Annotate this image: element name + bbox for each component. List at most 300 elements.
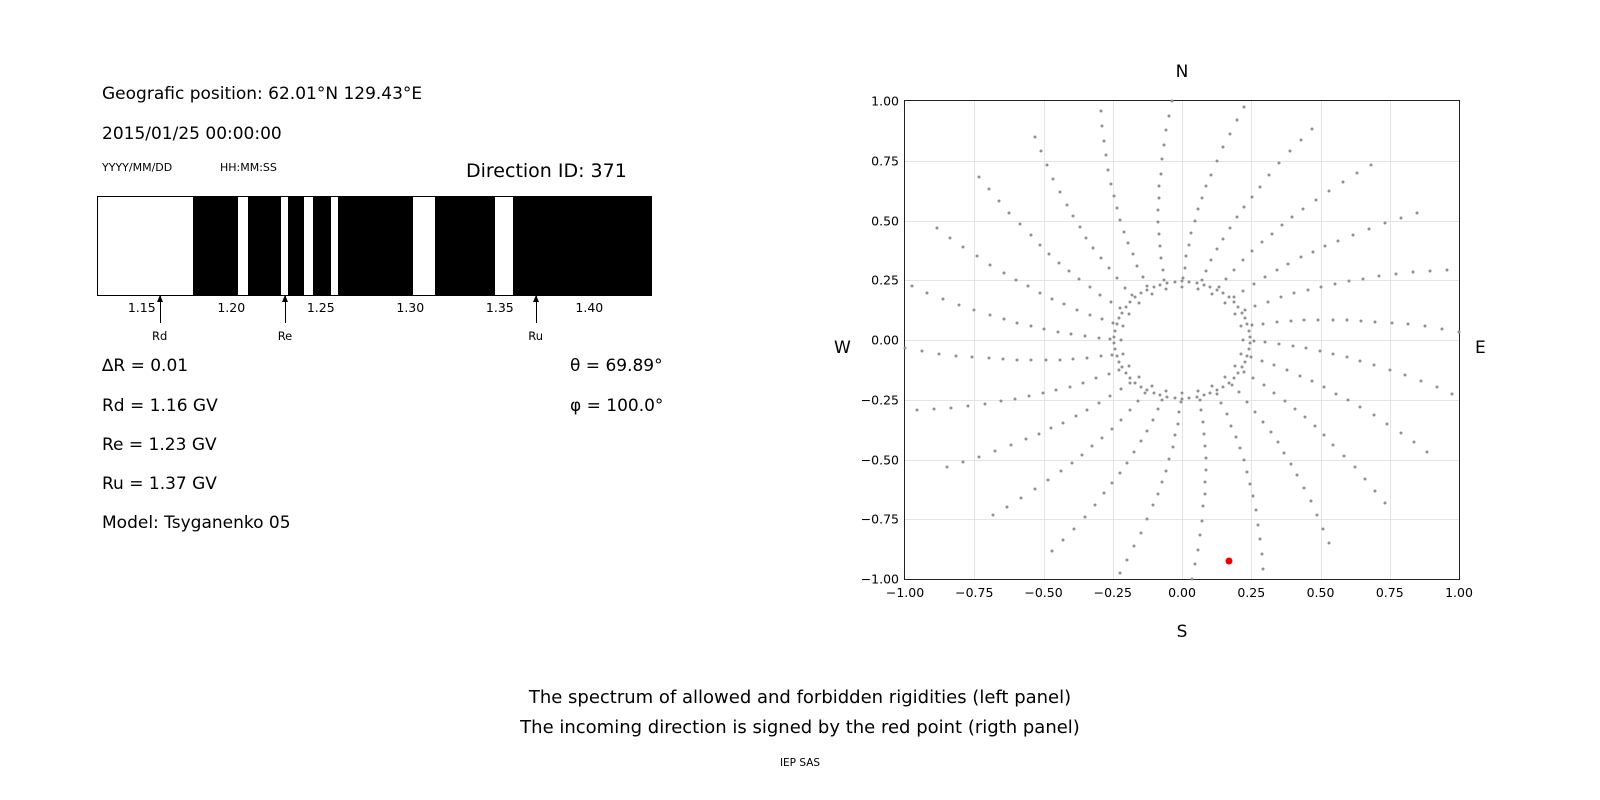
direction-point (1101, 125, 1104, 128)
direction-point (1215, 288, 1218, 291)
direction-point (1374, 489, 1377, 492)
direction-point (973, 308, 976, 311)
direction-point (1181, 280, 1184, 283)
direction-point (1157, 233, 1160, 236)
direction-point (1000, 399, 1003, 402)
direction-point (1048, 252, 1051, 255)
direction-point (989, 263, 992, 266)
direction-point (1353, 466, 1356, 469)
direction-point (1204, 444, 1207, 447)
direction-point (1115, 354, 1118, 357)
direction-point (1144, 392, 1147, 395)
direction-point (1068, 385, 1071, 388)
direction-point (1119, 307, 1122, 310)
direction-point (1298, 374, 1301, 377)
grid-line-horizontal (905, 460, 1459, 461)
direction-point (1346, 399, 1349, 402)
direction-point (1390, 321, 1393, 324)
direction-point (1110, 301, 1113, 304)
param-theta: θ = 69.89° (570, 356, 663, 376)
direction-point (1118, 571, 1121, 574)
direction-point (911, 285, 914, 288)
direction-point (962, 245, 965, 248)
direction-point (1251, 494, 1254, 497)
direction-point (992, 513, 995, 516)
direction-point (1160, 481, 1163, 484)
direction-point (1372, 414, 1375, 417)
direction-point (957, 303, 960, 306)
direction-map-panel (820, 60, 1520, 640)
direction-point (1052, 177, 1055, 180)
direction-point (1182, 276, 1185, 279)
direction-point (1246, 470, 1249, 473)
direction-point (1114, 348, 1117, 351)
direction-point (1372, 364, 1375, 367)
param-model: Model: Tsyganenko 05 (102, 513, 291, 533)
direction-point (1100, 355, 1103, 358)
direction-point (1261, 567, 1264, 570)
direction-point (1188, 397, 1191, 400)
direction-point (1183, 267, 1186, 270)
direction-point (1235, 216, 1238, 219)
direction-point (1188, 280, 1191, 283)
direction-point (1146, 518, 1149, 521)
grid-line-horizontal (905, 340, 1459, 341)
direction-point (1332, 443, 1335, 446)
direction-point (1063, 303, 1066, 306)
direction-point (1126, 461, 1129, 464)
direction-point (962, 460, 965, 463)
direction-point (1204, 270, 1207, 273)
direction-point (1228, 132, 1231, 135)
direction-point (1086, 356, 1089, 359)
direction-point (1305, 347, 1308, 350)
y-tick-label: −0.25 (860, 392, 899, 408)
direction-point (1051, 297, 1054, 300)
param-re: Re = 1.23 GV (102, 435, 217, 455)
direction-point (1198, 399, 1201, 402)
direction-point (1133, 451, 1136, 454)
direction-point (1275, 268, 1278, 271)
direction-point (1161, 398, 1164, 401)
direction-point (1016, 321, 1019, 324)
direction-point (1373, 320, 1376, 323)
direction-point (1341, 180, 1344, 183)
direction-point (1278, 161, 1281, 164)
direction-point (1320, 285, 1323, 288)
direction-point (1258, 185, 1261, 188)
direction-point (1420, 380, 1423, 383)
spectrum-chart (97, 196, 652, 296)
direction-point (1127, 242, 1130, 245)
direction-point (1075, 308, 1078, 311)
direction-point (1139, 440, 1142, 443)
direction-point (1057, 261, 1060, 264)
direction-point (1445, 269, 1448, 272)
direction-point (1097, 336, 1100, 339)
direction-point (946, 465, 949, 468)
direction-point (1088, 286, 1091, 289)
direction-point (1006, 505, 1009, 508)
direction-point (1247, 348, 1250, 351)
direction-point (1024, 438, 1027, 441)
direction-point (1152, 392, 1155, 395)
direction-point (1109, 395, 1112, 398)
direction-point (1202, 394, 1205, 397)
direction-point (904, 347, 907, 350)
direction-point (1113, 335, 1116, 338)
direction-point (1242, 459, 1245, 462)
direction-point (937, 352, 940, 355)
spectrum-x-tick-label: 1.40 (575, 300, 604, 315)
direction-point (1103, 492, 1106, 495)
direction-point (1367, 227, 1370, 230)
forbidden-band (288, 197, 304, 295)
direction-point (1081, 453, 1084, 456)
direction-point (1261, 322, 1264, 325)
direction-point (1295, 473, 1298, 476)
direction-point (1291, 216, 1294, 219)
direction-point (1242, 370, 1245, 373)
direction-point (1388, 369, 1391, 372)
direction-point (1159, 172, 1162, 175)
direction-point (1136, 264, 1139, 267)
direction-point (1333, 282, 1336, 285)
direction-point (1098, 402, 1101, 405)
direction-point (1202, 505, 1205, 508)
direction-point (1070, 333, 1073, 336)
direction-point (1196, 548, 1199, 551)
direction-point (1204, 480, 1207, 483)
direction-point (1058, 358, 1061, 361)
direction-point (1230, 424, 1233, 427)
direction-point (1203, 493, 1206, 496)
direction-point (1185, 255, 1188, 258)
direction-point (989, 313, 992, 316)
x-tick-label: 0.50 (1306, 585, 1335, 600)
direction-point (1044, 359, 1047, 362)
direction-point (1139, 531, 1142, 534)
direction-point (1210, 259, 1213, 262)
footer-credit: IEP SAS (779, 757, 821, 769)
direction-point (1066, 204, 1069, 207)
direction-point (1137, 399, 1140, 402)
direction-point (1111, 322, 1114, 325)
grid-line-horizontal (905, 221, 1459, 222)
direction-point (1425, 451, 1428, 454)
direction-point (1134, 296, 1137, 299)
direction-point (1399, 217, 1402, 220)
compass-label-south: S (1176, 622, 1188, 642)
direction-point (1043, 328, 1046, 331)
direction-point (1233, 312, 1236, 315)
direction-point (1029, 325, 1032, 328)
param-delta-r: ∆R = 0.01 (102, 356, 189, 376)
direction-point (1222, 237, 1225, 240)
direction-point (1173, 397, 1176, 400)
direction-point (1276, 441, 1279, 444)
direction-point (1157, 221, 1160, 224)
spectrum-x-tick-label: 1.20 (217, 300, 246, 315)
x-tick-label: 0.75 (1375, 585, 1404, 600)
forbidden-band (435, 197, 496, 295)
direction-point (1200, 279, 1203, 282)
direction-point (1120, 339, 1123, 342)
direction-point (1220, 402, 1223, 405)
direction-point (1251, 376, 1254, 379)
x-tick-label: 0.25 (1237, 585, 1266, 600)
direction-point (1203, 432, 1206, 435)
direction-point (1411, 271, 1414, 274)
forbidden-band (338, 197, 413, 295)
direction-point (975, 254, 978, 257)
direction-point (1399, 432, 1402, 435)
direction-point (1383, 222, 1386, 225)
direction-point (1243, 308, 1246, 311)
caption-line-1: The spectrum of allowed and forbidden rigidities (left panel) (528, 687, 1072, 708)
direction-point (1378, 275, 1381, 278)
direction-point (1088, 313, 1091, 316)
direction-point (1244, 317, 1247, 320)
direction-point (1289, 319, 1292, 322)
direction-point (1241, 339, 1244, 342)
direction-point (971, 356, 974, 359)
direction-point (1260, 552, 1263, 555)
direction-point (994, 450, 997, 453)
direction-point (1288, 150, 1291, 153)
direction-point (1008, 211, 1011, 214)
direction-point (1194, 563, 1197, 566)
direction-point (1428, 270, 1431, 273)
direction-point (1224, 301, 1227, 304)
direction-point (1240, 311, 1243, 314)
direction-point (1165, 129, 1168, 132)
spectrum-plot-area (97, 196, 652, 296)
direction-point (1246, 323, 1249, 326)
rigidity-marker-re (285, 295, 286, 323)
direction-point (1200, 408, 1203, 411)
direction-point (1211, 293, 1214, 296)
direction-point (1412, 441, 1415, 444)
direction-point (1085, 236, 1088, 239)
direction-point (1003, 271, 1006, 274)
direction-point (1162, 143, 1165, 146)
param-rd: Rd = 1.16 GV (102, 396, 218, 416)
direction-point (1137, 376, 1140, 379)
direction-plot-area (860, 93, 1473, 600)
direction-point (1093, 504, 1096, 507)
direction-point (1233, 365, 1236, 368)
selected-direction-point (1226, 558, 1233, 565)
x-tick-label: 0.00 (1168, 585, 1196, 600)
y-tick-label: −1.00 (860, 571, 899, 587)
direction-point (1323, 434, 1326, 437)
grid-line-horizontal (905, 519, 1459, 520)
direction-point (1171, 100, 1174, 103)
y-tick-label: 0.00 (871, 332, 899, 348)
direction-point (1145, 284, 1148, 287)
direction-point (1091, 445, 1094, 448)
direction-point (1118, 369, 1121, 372)
compass-label-east: E (1475, 338, 1486, 358)
direction-point (1358, 406, 1361, 409)
direction-point (933, 407, 936, 410)
direction-point (1179, 401, 1182, 404)
spectrum-x-tick-label: 1.30 (396, 300, 425, 315)
direction-point (1166, 396, 1169, 399)
grid-line-horizontal (905, 161, 1459, 162)
direction-point (1002, 358, 1005, 361)
direction-point (1121, 311, 1124, 314)
direction-point (1259, 538, 1262, 541)
direction-point (1113, 342, 1116, 345)
direction-point (1205, 185, 1208, 188)
direction-point (1111, 354, 1114, 357)
direction-point (1072, 215, 1075, 218)
direction-point (1166, 281, 1169, 284)
direction-point (1046, 479, 1049, 482)
direction-point (1124, 371, 1127, 374)
direction-point (1197, 208, 1200, 211)
direction-point (1110, 183, 1113, 186)
direction-point (1165, 389, 1168, 392)
direction-point (1222, 292, 1225, 295)
geographic-position-label: Geografic position: 62.01°N 129.43°E (102, 84, 423, 104)
direction-point (1146, 389, 1149, 392)
direction-point (1199, 534, 1202, 537)
direction-point (1038, 243, 1041, 246)
direction-point (1034, 136, 1037, 139)
direction-point (1424, 325, 1427, 328)
direction-point (1209, 392, 1212, 395)
direction-point (1081, 381, 1084, 384)
direction-point (1441, 327, 1444, 330)
direction-point (926, 291, 929, 294)
direction-point (1303, 319, 1306, 322)
direction-point (1015, 278, 1018, 281)
spectrum-x-tick-label: 1.15 (127, 300, 156, 315)
direction-point (1018, 223, 1021, 226)
direction-point (1242, 259, 1245, 262)
direction-point (1145, 429, 1148, 432)
direction-point (1119, 418, 1122, 421)
direction-point (1129, 376, 1132, 379)
direction-point (1222, 146, 1225, 149)
direction-point (1196, 288, 1199, 291)
direction-point (1176, 422, 1179, 425)
param-phi: φ = 100.0° (570, 396, 664, 416)
direction-point (1058, 191, 1061, 194)
direction-point (1227, 381, 1230, 384)
direction-point (1092, 247, 1095, 250)
spectrum-x-tick-label: 1.35 (485, 300, 514, 315)
direction-point (1450, 392, 1453, 395)
direction-point (1237, 391, 1240, 394)
direction-point (1037, 432, 1040, 435)
direction-point (1168, 458, 1171, 461)
direction-point (1159, 394, 1162, 397)
direction-point (1246, 354, 1249, 357)
direction-point (1056, 330, 1059, 333)
direction-point (1108, 338, 1111, 341)
direction-point (1287, 262, 1290, 265)
direction-point (1457, 330, 1460, 333)
direction-point (1167, 114, 1170, 117)
direction-point (1083, 516, 1086, 519)
direction-point (1126, 558, 1129, 561)
direction-point (1273, 391, 1276, 394)
direction-point (1100, 110, 1103, 113)
direction-point (1204, 456, 1207, 459)
direction-point (1280, 296, 1283, 299)
direction-point (1294, 407, 1297, 410)
rigidity-marker-label-ru: Ru (528, 329, 544, 343)
direction-point (1151, 418, 1154, 421)
direction-point (1107, 168, 1110, 171)
direction-point (1159, 283, 1162, 286)
rigidity-marker-rd (160, 295, 161, 323)
direction-point (1110, 427, 1113, 430)
direction-point (1122, 325, 1125, 328)
direction-point (1164, 469, 1167, 472)
y-tick-label: 1.00 (871, 93, 899, 109)
y-tick-label: −0.75 (860, 511, 899, 527)
direction-point (1264, 341, 1267, 344)
y-tick-label: 0.50 (871, 213, 899, 228)
direction-point (1107, 267, 1110, 270)
direction-point (1291, 344, 1294, 347)
direction-point (920, 350, 923, 353)
direction-point (1283, 399, 1286, 402)
direction-point (1345, 356, 1348, 359)
direction-point (1150, 384, 1153, 387)
forbidden-band (193, 197, 238, 295)
direction-point (1331, 318, 1334, 321)
direction-point (1232, 301, 1235, 304)
direction-point (916, 408, 919, 411)
direction-point (1318, 349, 1321, 352)
direction-point (1118, 472, 1121, 475)
direction-point (1260, 241, 1263, 244)
direction-point (1160, 257, 1163, 260)
direction-point (1129, 301, 1132, 304)
direction-point (1254, 509, 1257, 512)
direction-point (1139, 292, 1142, 295)
direction-point (1323, 386, 1326, 389)
direction-point (1234, 435, 1237, 438)
direction-point (1251, 250, 1254, 253)
direction-point (1355, 172, 1358, 175)
direction-point (1310, 380, 1313, 383)
direction-point (1268, 173, 1271, 176)
direction-point (967, 404, 970, 407)
direction-point (978, 455, 981, 458)
direction-point (1201, 519, 1204, 522)
direction-point (1030, 359, 1033, 362)
direction-point (1133, 545, 1136, 548)
direction-point (988, 357, 991, 360)
direction-point (1050, 550, 1053, 553)
direction-point (1101, 318, 1104, 321)
direction-point (1311, 127, 1314, 130)
direction-point (1228, 226, 1231, 229)
direction-point (1009, 444, 1012, 447)
direction-point (1283, 451, 1286, 454)
direction-point (1239, 325, 1242, 328)
direction-point (1201, 420, 1204, 423)
direction-point (1246, 400, 1249, 403)
direction-point (1222, 385, 1225, 388)
